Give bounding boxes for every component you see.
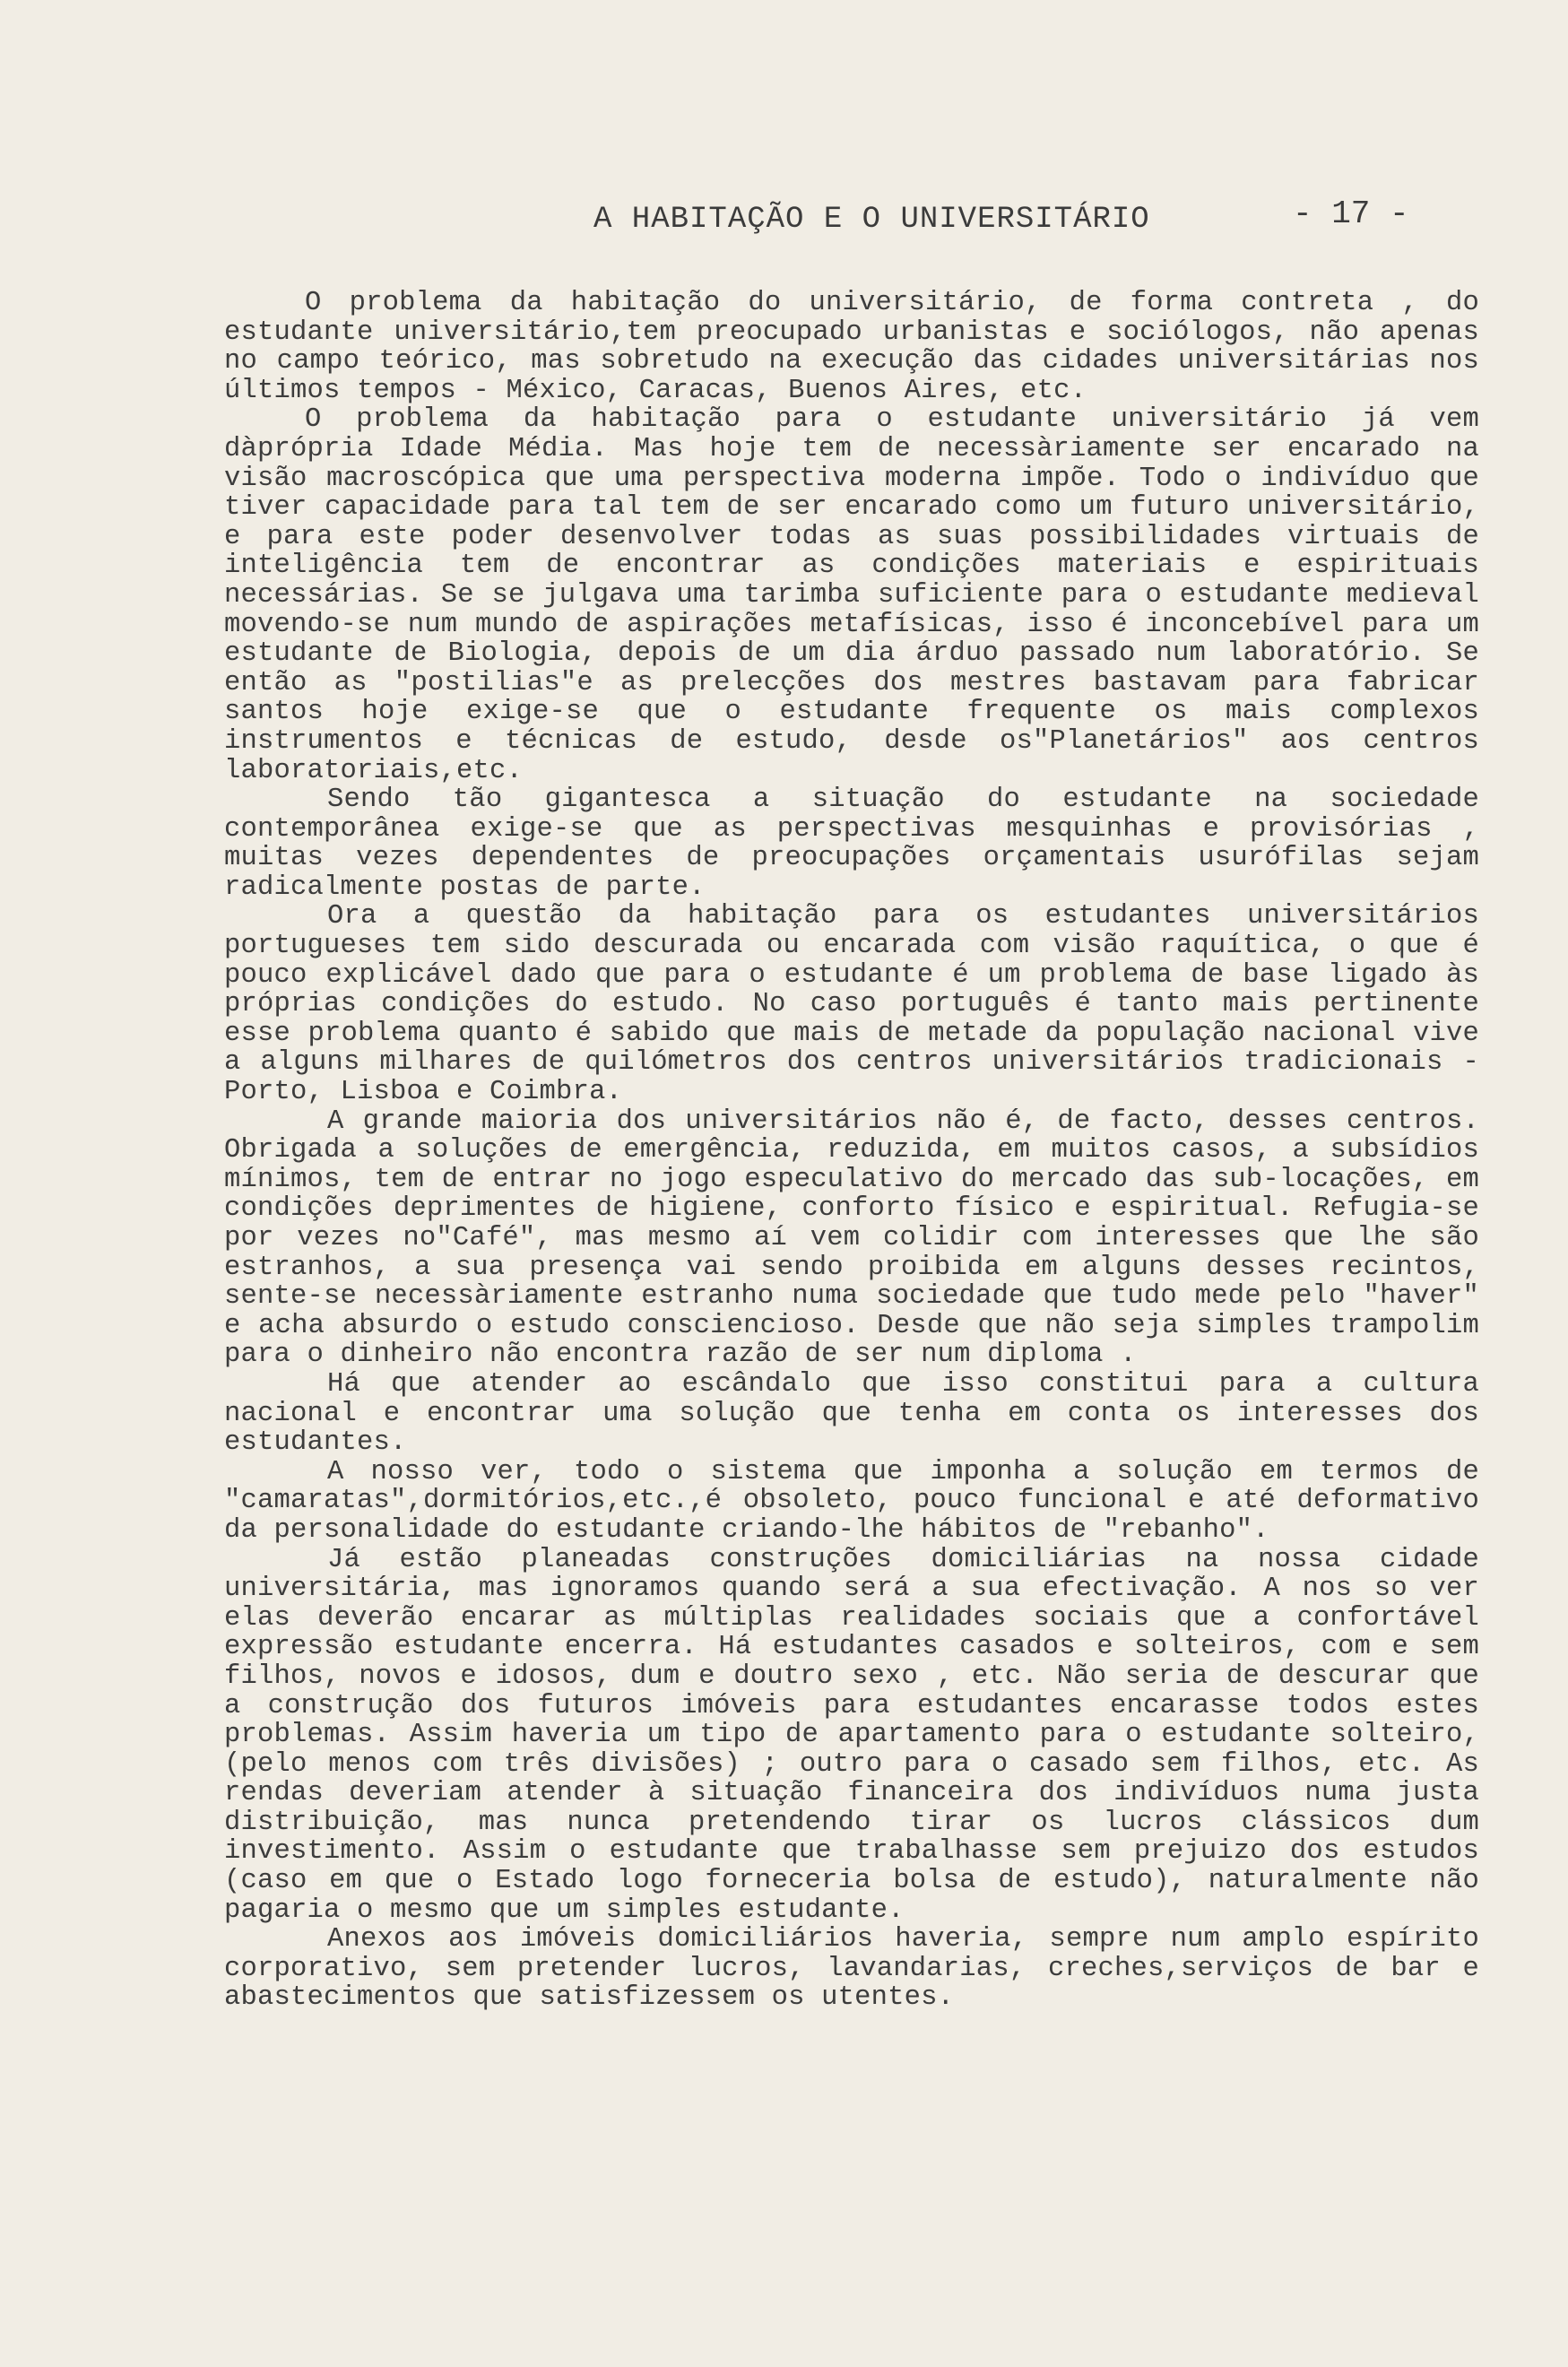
paragraph-1: O problema da habitação do universitário, de forma contreta , do estudante universitário,tem preocupado urbanistas e sociólogos, não apenas no campo teórico, mas sobretudo na execução das cidades universitárias nos últimos tempos - México, Caracas, Buenos Aires, etc. [224,288,1479,406]
paragraph-3: Sendo tão gigantesca a situação do estudante na sociedade contemporânea exige-se que as perspectivas mesquinhas e provisórias , muitas vezes dependentes de preocupações orçamentais usurófilas sejam radicalmente postas de parte. [224,785,1479,903]
paragraph-8: Já estão planeadas construções domiciliárias na nossa cidade universitária, mas ignoramos quando será a sua efectivação. A nos so ver elas deverão encarar as múltiplas realidades sociais que a confortável expressão estudante encerra. Há estudantes casados e solteiros, com e sem filhos, novos e idosos, dum e doutro sexo , etc. Não seria de descurar que a construção dos futuros imóveis para estudantes encarasse todos estes problemas. Assim haveria um tipo de apartamento para o estudante solteiro, (pelo menos com três divisões) ; outro para o casado sem filhos, etc. As rendas deveriam atender à situação financeira dos indivíduos numa justa distribuição, mas nunca pretendendo tirar os lucros clássicos dum investimento. Assim o estudante que trabalhasse sem prejuizo dos estudos (caso em que o Estado logo forneceria bolsa de estudo), naturalmente não pagaria o mesmo que um simples estudante. [224,1544,1479,1926]
paragraph-4: Ora a questão da habitação para os estudantes universitários portugueses tem sido descurada ou encarada com visão raquítica, o que é pouco explicável dado que para o estudante é um problema de base ligado às próprias condições do estudo. No caso português é tanto mais pertinente esse problema quanto é sabido que mais de metade da população nacional vive a alguns milhares de quilómetros dos centros universitários tradicionais - Porto, Lisboa e Coimbra. [224,901,1479,1108]
paragraph-2: O problema da habitação para o estudante universitário já vem dàprópria Idade Média. Mas hoje tem de necessàriamente ser encarado na visão macroscópica que uma perspectiva moderna impõe. Todo o indivíduo que tiver capacidade para tal tem de ser encarado como um futuro universitário, e para este poder desenvolver todas as suas possibilidades virtuais de inteligência tem de encontrar as condições materiais e espirituais necessárias. Se se julgava uma tarimba suficiente para o estudante medieval movendo-se num mundo de aspirações metafísicas, isso é inconcebível para um estudante de Biologia, depois de um dia árduo passado num laboratório. Se então as "postilias"e as prelecções dos mestres bastavam para fabricar santos hoje exige-se que o estudante frequente os mais complexos instrumentos e técnicas de estudo, desde os"Planetários" aos centros laboratoriais,etc. [224,404,1479,786]
paragraph-6: Há que atender ao escândalo que isso constitui para a cultura nacional e encontrar uma solução que tenha em conta os interesses dos estudantes. [224,1368,1479,1459]
paragraph-5: A grande maioria dos universitários não é, de facto, desses centros. Obrigada a soluções de emergência, reduzida, em muitos casos, a subsídios mínimos, tem de entrar no jogo especulativo do mercado das sub-locações, em condições deprimentes de higiene, conforto físico e espiritual. Refugia-se por vezes no"Café", mas mesmo aí vem colidir com interesses que lhe são estranhos, a sua presença vai sendo proibida em alguns desses recintos, sente-se necessàriamente estranho numa sociedade que tudo mede pelo "haver" e acha absurdo o estudo consciencioso. Desde que não seja simples trampolim para o dinheiro não encontra razão de ser num diploma . [224,1105,1479,1371]
page-number: - 17 - [1293,195,1409,232]
document-body [224,289,1479,2013]
page-header [0,195,1568,249]
paragraph-9: Anexos aos imóveis domiciliários haveria, sempre num amplo espírito corporativo, sem pretender lucros, lavandarias, creches,serviços de bar e abastecimentos que satisfizessem os utentes. [224,1924,1479,2014]
document-title: A HABITAÇÃO E O UNIVERSITÁRIO [593,203,1150,237]
paragraph-7: A nosso ver, todo o sistema que imponha a solução em termos de "camaratas",dormitórios,etc.,é obsoleto, pouco funcional e até deformativo da personalidade do estudante criando-lhe hábitos de "rebanho". [224,1456,1479,1546]
